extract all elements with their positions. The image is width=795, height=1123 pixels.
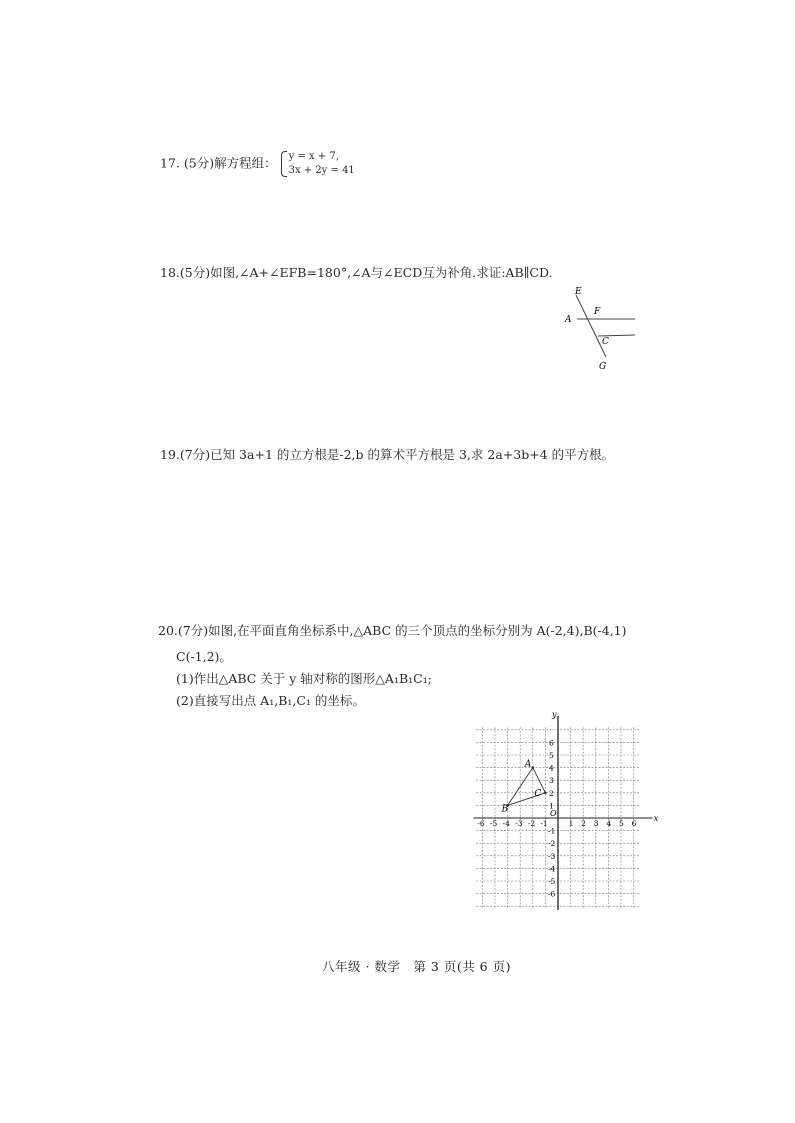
question-18-figure [555, 282, 650, 374]
label-E: E [575, 287, 582, 297]
x-tick-label: -2 [527, 819, 536, 828]
y-tick-label: 1 [549, 801, 554, 811]
x-tick-label: 5 [619, 819, 624, 828]
y-tick-label: -4 [548, 864, 556, 874]
point-label-b: B [501, 804, 509, 815]
equation-2: 3x + 2y = 41 [288, 165, 355, 176]
y-tick-label: 6 [549, 738, 554, 748]
coordinate-grid [470, 705, 670, 915]
point-c [544, 792, 547, 795]
question-20-line-1: 20.(7分)如图,在平面直角坐标系中,△ABC 的三个顶点的坐标分别为 A(-2,4),B(-4,1) [158, 623, 627, 638]
question-17-number: 17. [160, 155, 180, 171]
y-tick-label: -2 [548, 839, 556, 849]
page-footer: 八年级 · 数学 第 3 页(共 6 页) [322, 959, 511, 974]
origin-label: O [550, 809, 557, 818]
x-tick-label: 6 [631, 819, 637, 828]
x-tick-label: -3 [515, 819, 523, 828]
point-label-c: C [534, 788, 542, 799]
question-17-prefix: (5分)解方程组： [183, 155, 277, 171]
question-18: 18.(5分)如图,∠A+∠EFB=180°,∠A与∠ECD互为补角.求证:AB∥CD. [160, 265, 553, 280]
x-tick-label: -6 [477, 819, 485, 828]
question-19: 19.(7分)已知 3a+1 的立方根是-2,b 的算术平方根是 3,求 2a+3b+4 的平方根。 [160, 447, 615, 462]
x-tick-label: 3 [593, 819, 599, 828]
label-A: A [565, 315, 572, 325]
y-tick-label: -6 [548, 889, 556, 899]
y-axis-label: y [552, 710, 557, 720]
x-tick-label: -1 [540, 819, 548, 828]
x-tick-label: -4 [502, 819, 510, 828]
point-label-a: A [524, 759, 532, 770]
y-tick-label: -5 [548, 877, 556, 886]
question-20-part-1: (1)作出△ABC 关于 y 轴对称的图形△A₁B₁C₁; [176, 671, 432, 686]
y-tick-label: 2 [549, 788, 554, 798]
equation-system [281, 150, 355, 178]
point-a [532, 766, 535, 769]
x-tick-label: -5 [490, 819, 498, 828]
y-tick-label: 4 [549, 763, 554, 773]
label-G: G [599, 362, 607, 372]
equation-1: y = x + 7, [288, 151, 339, 162]
question-20-line-2: C(-1,2)。 [176, 649, 232, 664]
label-C: C [602, 337, 609, 347]
question-20-part-2: (2)直接写出点 A₁,B₁,C₁ 的坐标。 [176, 693, 365, 708]
x-tick-label: 4 [606, 819, 612, 828]
triangle-abc [508, 768, 546, 806]
x-axis-label: x [653, 814, 659, 823]
y-tick-label: 5 [549, 751, 554, 760]
y-tick-label: -1 [548, 826, 556, 836]
x-tick-label: 1 [568, 819, 574, 828]
x-tick-label: 2 [581, 819, 586, 828]
y-tick-label: 3 [549, 776, 554, 786]
label-F: F [594, 307, 601, 317]
y-tick-label: -3 [548, 851, 556, 861]
question-17 [160, 150, 355, 178]
